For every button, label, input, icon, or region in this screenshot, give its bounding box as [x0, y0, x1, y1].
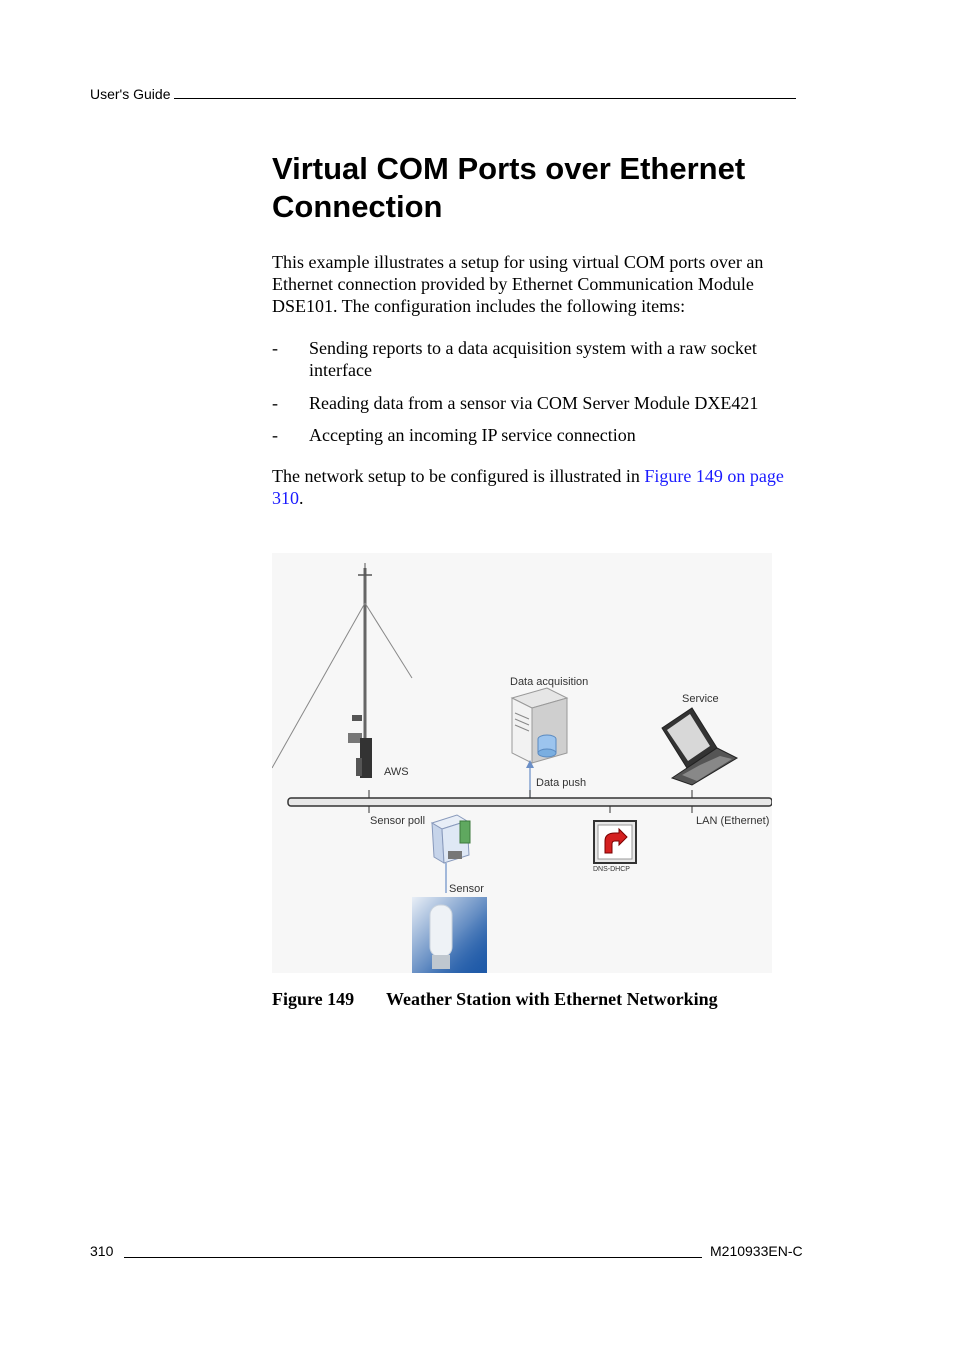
figure-caption [272, 989, 718, 1010]
aws-label: AWS [384, 766, 409, 778]
figure-title: Weather Station with Ethernet Networking [386, 989, 718, 1009]
sensor-label: Sensor [449, 883, 484, 895]
network-paragraph [272, 465, 817, 509]
list-item-text: Sending reports to a data acquisition system with a raw socket interface [309, 338, 757, 380]
network-text: The network setup to be configured is illustrated in [272, 466, 645, 486]
network-figure [272, 553, 772, 973]
figure-number: Figure 149 [272, 989, 355, 1009]
section-title: Virtual COM Ports over Ethernet Connection [272, 151, 746, 224]
com-server-module-icon [432, 815, 470, 863]
lan-label: LAN (Ethernet) [696, 815, 770, 827]
document-id: M210933EN-C [710, 1243, 803, 1259]
header-rule [174, 86, 796, 99]
list-dash: - [272, 393, 278, 413]
intro-paragraph: This example illustrates a setup for using virtual COM ports over an Ethernet connection provided by Ethernet Communication Module DSE101. The configuration includes the following items: [272, 252, 764, 316]
dns-dhcp-label: DNS-DHCP [593, 866, 630, 873]
list-item [272, 337, 817, 381]
service-label: Service [682, 693, 719, 705]
sensor-icon [412, 897, 487, 973]
list-item-text: Reading data from a sensor via COM Server Module DXE421 [309, 393, 759, 413]
dns-dhcp-icon [594, 821, 636, 863]
page-number: 310 [90, 1243, 114, 1259]
footer-rule [124, 1257, 702, 1258]
network-diagram [272, 553, 772, 973]
network-end: . [299, 488, 304, 508]
list-item-text: Accepting an incoming IP service connection [309, 425, 636, 445]
data-push-label: Data push [536, 777, 587, 789]
list-item [272, 392, 817, 414]
list-dash: - [272, 338, 278, 358]
data-acquisition-label: Data acquisition [510, 676, 589, 688]
sensor-poll-label: Sensor poll [370, 815, 426, 827]
running-header [90, 86, 810, 106]
server-icon [512, 688, 567, 763]
running-footer [90, 1243, 820, 1263]
figure-link[interactable]: Figure 149 on page 310 [272, 466, 784, 508]
header-title: User's Guide [90, 86, 171, 102]
list-item [272, 424, 817, 446]
list-dash: - [272, 425, 278, 445]
